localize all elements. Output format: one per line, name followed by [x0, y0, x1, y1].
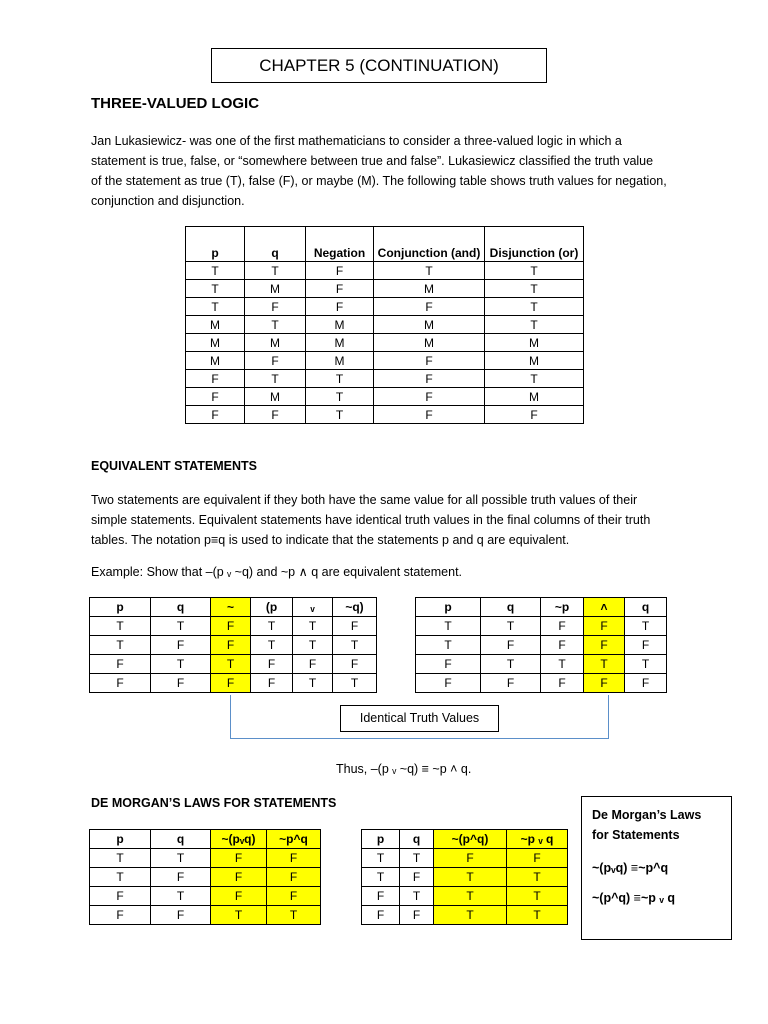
table-row — [362, 906, 568, 925]
table-cell: F — [245, 352, 306, 370]
table-cell: T — [306, 406, 374, 424]
table-cell: T — [541, 655, 584, 674]
table-cell: T — [625, 617, 667, 636]
table-cell: F — [362, 887, 400, 906]
table-cell: F — [306, 280, 374, 298]
table-cell: T — [251, 636, 293, 655]
col-header: ~p^q — [267, 830, 321, 849]
table-cell: F — [306, 298, 374, 316]
table-cell: F — [211, 674, 251, 693]
col-header: q — [151, 598, 211, 617]
table-cell: T — [245, 316, 306, 334]
col-header: q — [625, 598, 667, 617]
table-cell: F — [485, 406, 584, 424]
table-cell: T — [625, 655, 667, 674]
paragraph-line: statement is true, false, or “somewhere between true and false”. Lukasiewicz classified the truth value — [91, 154, 654, 168]
table-cell: M — [186, 352, 245, 370]
table-cell: T — [434, 868, 507, 887]
table-row — [362, 887, 568, 906]
table-cell: T — [481, 655, 541, 674]
table-cell: T — [186, 298, 245, 316]
table-cell: F — [245, 298, 306, 316]
table-cell: T — [374, 262, 485, 280]
table-cell: T — [267, 906, 321, 925]
table-cell: M — [374, 316, 485, 334]
table-cell: F — [333, 617, 377, 636]
table-cell: F — [374, 352, 485, 370]
table-cell: F — [400, 906, 434, 925]
table-cell: T — [507, 887, 568, 906]
table-cell: F — [90, 887, 151, 906]
table-cell: F — [584, 617, 625, 636]
equivalence-table-left — [89, 597, 377, 693]
table-cell: F — [90, 674, 151, 693]
table-row — [186, 280, 584, 298]
paragraph-line: tables. The notation p≡q is used to indicate that the statements p and q are equivalent. — [91, 533, 570, 547]
table-cell: F — [211, 617, 251, 636]
identical-truth-values-label: Identical Truth Values — [340, 705, 499, 732]
table-cell: F — [541, 674, 584, 693]
table-cell: F — [507, 849, 568, 868]
table-cell: T — [507, 906, 568, 925]
table-cell: T — [151, 617, 211, 636]
col-header: ~p ᵥ q — [507, 830, 568, 849]
table-row — [416, 655, 667, 674]
table-row — [186, 316, 584, 334]
table-row — [186, 370, 584, 388]
table-cell: F — [481, 636, 541, 655]
table-cell: F — [251, 655, 293, 674]
table-cell: F — [333, 655, 377, 674]
table-cell: T — [211, 655, 251, 674]
table-cell: F — [267, 849, 321, 868]
table-row — [186, 352, 584, 370]
table-row — [362, 868, 568, 887]
table-cell: F — [293, 655, 333, 674]
table-cell: T — [485, 316, 584, 334]
table-cell: T — [434, 906, 507, 925]
table-cell: F — [151, 674, 211, 693]
col-header: Disjunction (or) — [485, 227, 584, 262]
table-header-row — [186, 227, 584, 262]
example-text: Example: Show that –(p ᵥ ~q) and ~p ∧ q are equivalent statement. — [91, 565, 463, 579]
col-header: p — [90, 830, 151, 849]
col-header: q — [151, 830, 211, 849]
table-cell: T — [151, 849, 211, 868]
table-cell: M — [245, 334, 306, 352]
de-morgan-table-right — [361, 829, 568, 925]
table-row — [90, 887, 321, 906]
col-header: Conjunction (and) — [374, 227, 485, 262]
table-cell: F — [186, 406, 245, 424]
table-cell: M — [306, 334, 374, 352]
table-header-row — [362, 830, 568, 849]
summary-title-line2: for Statements — [592, 828, 680, 842]
table-header-row — [416, 598, 667, 617]
table-cell: M — [186, 316, 245, 334]
table-cell: T — [90, 636, 151, 655]
table-cell: M — [485, 334, 584, 352]
table-row — [416, 636, 667, 655]
table-cell: F — [211, 887, 267, 906]
table-cell: T — [485, 370, 584, 388]
table-cell: F — [584, 674, 625, 693]
col-header: ~(p^q) — [434, 830, 507, 849]
table-cell: M — [306, 352, 374, 370]
table-row — [186, 262, 584, 280]
law-2: ~(p^q) ≡~p ᵥ q — [592, 891, 676, 905]
table-cell: F — [186, 388, 245, 406]
table-cell: F — [90, 655, 151, 674]
table-cell: M — [186, 334, 245, 352]
table-cell: T — [186, 262, 245, 280]
law-1: ~(pᵥq) ≡~p^q — [592, 861, 669, 875]
table-cell: T — [211, 906, 267, 925]
table-cell: T — [151, 655, 211, 674]
table-cell: T — [416, 617, 481, 636]
table-cell: F — [374, 388, 485, 406]
table-cell: T — [362, 849, 400, 868]
table-cell: F — [211, 636, 251, 655]
col-header: ~p — [541, 598, 584, 617]
paragraph-line: simple statements. Equivalent statements have identical truth values in the final columns of their truth — [91, 513, 651, 527]
table-cell: M — [374, 280, 485, 298]
table-cell: F — [211, 868, 267, 887]
table-row — [90, 849, 321, 868]
table-row — [186, 388, 584, 406]
table-cell: T — [400, 887, 434, 906]
table-cell: T — [485, 280, 584, 298]
table-cell: T — [293, 674, 333, 693]
col-header: q — [400, 830, 434, 849]
table-cell: F — [416, 655, 481, 674]
table-cell: F — [151, 636, 211, 655]
three-valued-truth-table — [185, 226, 584, 424]
table-row — [416, 674, 667, 693]
intro-paragraph — [91, 131, 691, 211]
col-header: ~ — [211, 598, 251, 617]
de-morgan-table-left — [89, 829, 321, 925]
table-cell: F — [186, 370, 245, 388]
table-cell: F — [584, 636, 625, 655]
table-cell: F — [374, 406, 485, 424]
table-cell: F — [151, 906, 211, 925]
table-cell: T — [584, 655, 625, 674]
paragraph-line: Two statements are equivalent if they both have the same value for all possible truth values of their — [91, 493, 638, 507]
col-header: p — [416, 598, 481, 617]
table-cell: F — [541, 636, 584, 655]
col-header: ~q) — [333, 598, 377, 617]
table-cell: F — [245, 406, 306, 424]
section-heading-three-valued-logic: THREE-VALUED LOGIC — [91, 95, 260, 112]
table-cell: F — [151, 868, 211, 887]
table-cell: M — [485, 388, 584, 406]
de-morgan-summary-box — [581, 796, 732, 940]
table-cell: F — [251, 674, 293, 693]
table-cell: T — [333, 636, 377, 655]
table-row — [90, 906, 321, 925]
table-cell: F — [400, 868, 434, 887]
table-cell: F — [267, 887, 321, 906]
table-cell: F — [541, 617, 584, 636]
paragraph-line: Jan Lukasiewicz- was one of the first mathematicians to consider a three-valued logic in which a — [91, 134, 622, 148]
table-cell: M — [374, 334, 485, 352]
chapter-title: CHAPTER 5 (CONTINUATION) — [211, 48, 547, 83]
table-cell: F — [481, 674, 541, 693]
table-cell: T — [362, 868, 400, 887]
equivalence-table-right — [415, 597, 667, 693]
table-cell: F — [267, 868, 321, 887]
col-header: p — [186, 227, 245, 262]
table-cell: T — [333, 674, 377, 693]
col-header: ᵥ — [293, 598, 333, 617]
table-row — [186, 298, 584, 316]
col-header: q — [481, 598, 541, 617]
table-row — [186, 406, 584, 424]
section-heading-equivalent-statements: EQUIVALENT STATEMENTS — [91, 459, 257, 473]
table-cell: T — [485, 262, 584, 280]
conclusion-text: Thus, –(p ᵥ ~q) ≡ ~p ˄ q. — [336, 762, 472, 776]
table-header-row — [90, 598, 377, 617]
table-cell: T — [293, 617, 333, 636]
col-header: ˄ — [584, 598, 625, 617]
table-cell: F — [374, 298, 485, 316]
table-cell: T — [251, 617, 293, 636]
table-row — [186, 334, 584, 352]
table-cell: T — [90, 617, 151, 636]
col-header: Negation — [306, 227, 374, 262]
table-cell: M — [485, 352, 584, 370]
table-header-row — [90, 830, 321, 849]
table-row — [90, 617, 377, 636]
table-row — [90, 655, 377, 674]
table-row — [90, 868, 321, 887]
table-row — [362, 849, 568, 868]
table-cell: T — [306, 370, 374, 388]
summary-title-line1: De Morgan’s Laws — [592, 808, 702, 822]
table-cell: T — [306, 388, 374, 406]
col-header: ~(pᵥq) — [211, 830, 267, 849]
table-cell: F — [625, 674, 667, 693]
table-cell: F — [434, 849, 507, 868]
table-row — [416, 617, 667, 636]
table-cell: F — [362, 906, 400, 925]
table-cell: M — [245, 280, 306, 298]
table-cell: M — [245, 388, 306, 406]
table-cell: T — [293, 636, 333, 655]
table-cell: M — [306, 316, 374, 334]
table-cell: F — [416, 674, 481, 693]
table-cell: T — [481, 617, 541, 636]
table-cell: F — [90, 906, 151, 925]
paragraph-line: conjunction and disjunction. — [91, 194, 245, 208]
col-header: p — [362, 830, 400, 849]
table-cell: F — [306, 262, 374, 280]
table-cell: T — [186, 280, 245, 298]
table-row — [90, 636, 377, 655]
table-cell: T — [416, 636, 481, 655]
table-cell: T — [434, 887, 507, 906]
table-cell: T — [400, 849, 434, 868]
table-cell: T — [507, 868, 568, 887]
table-cell: T — [151, 887, 211, 906]
table-cell: T — [245, 370, 306, 388]
col-header: (p — [251, 598, 293, 617]
table-cell: T — [90, 868, 151, 887]
table-cell: T — [485, 298, 584, 316]
table-cell: F — [211, 849, 267, 868]
table-cell: T — [90, 849, 151, 868]
equivalence-paragraph — [91, 490, 691, 550]
table-cell: F — [374, 370, 485, 388]
section-heading-de-morgans-laws: DE MORGAN’S LAWS FOR STATEMENTS — [91, 796, 337, 810]
paragraph-line: of the statement as true (T), false (F), or maybe (M). The following table shows truth values for negation, — [91, 174, 667, 188]
table-cell: T — [245, 262, 306, 280]
col-header: q — [245, 227, 306, 262]
table-row — [90, 674, 377, 693]
col-header: p — [90, 598, 151, 617]
table-cell: F — [625, 636, 667, 655]
